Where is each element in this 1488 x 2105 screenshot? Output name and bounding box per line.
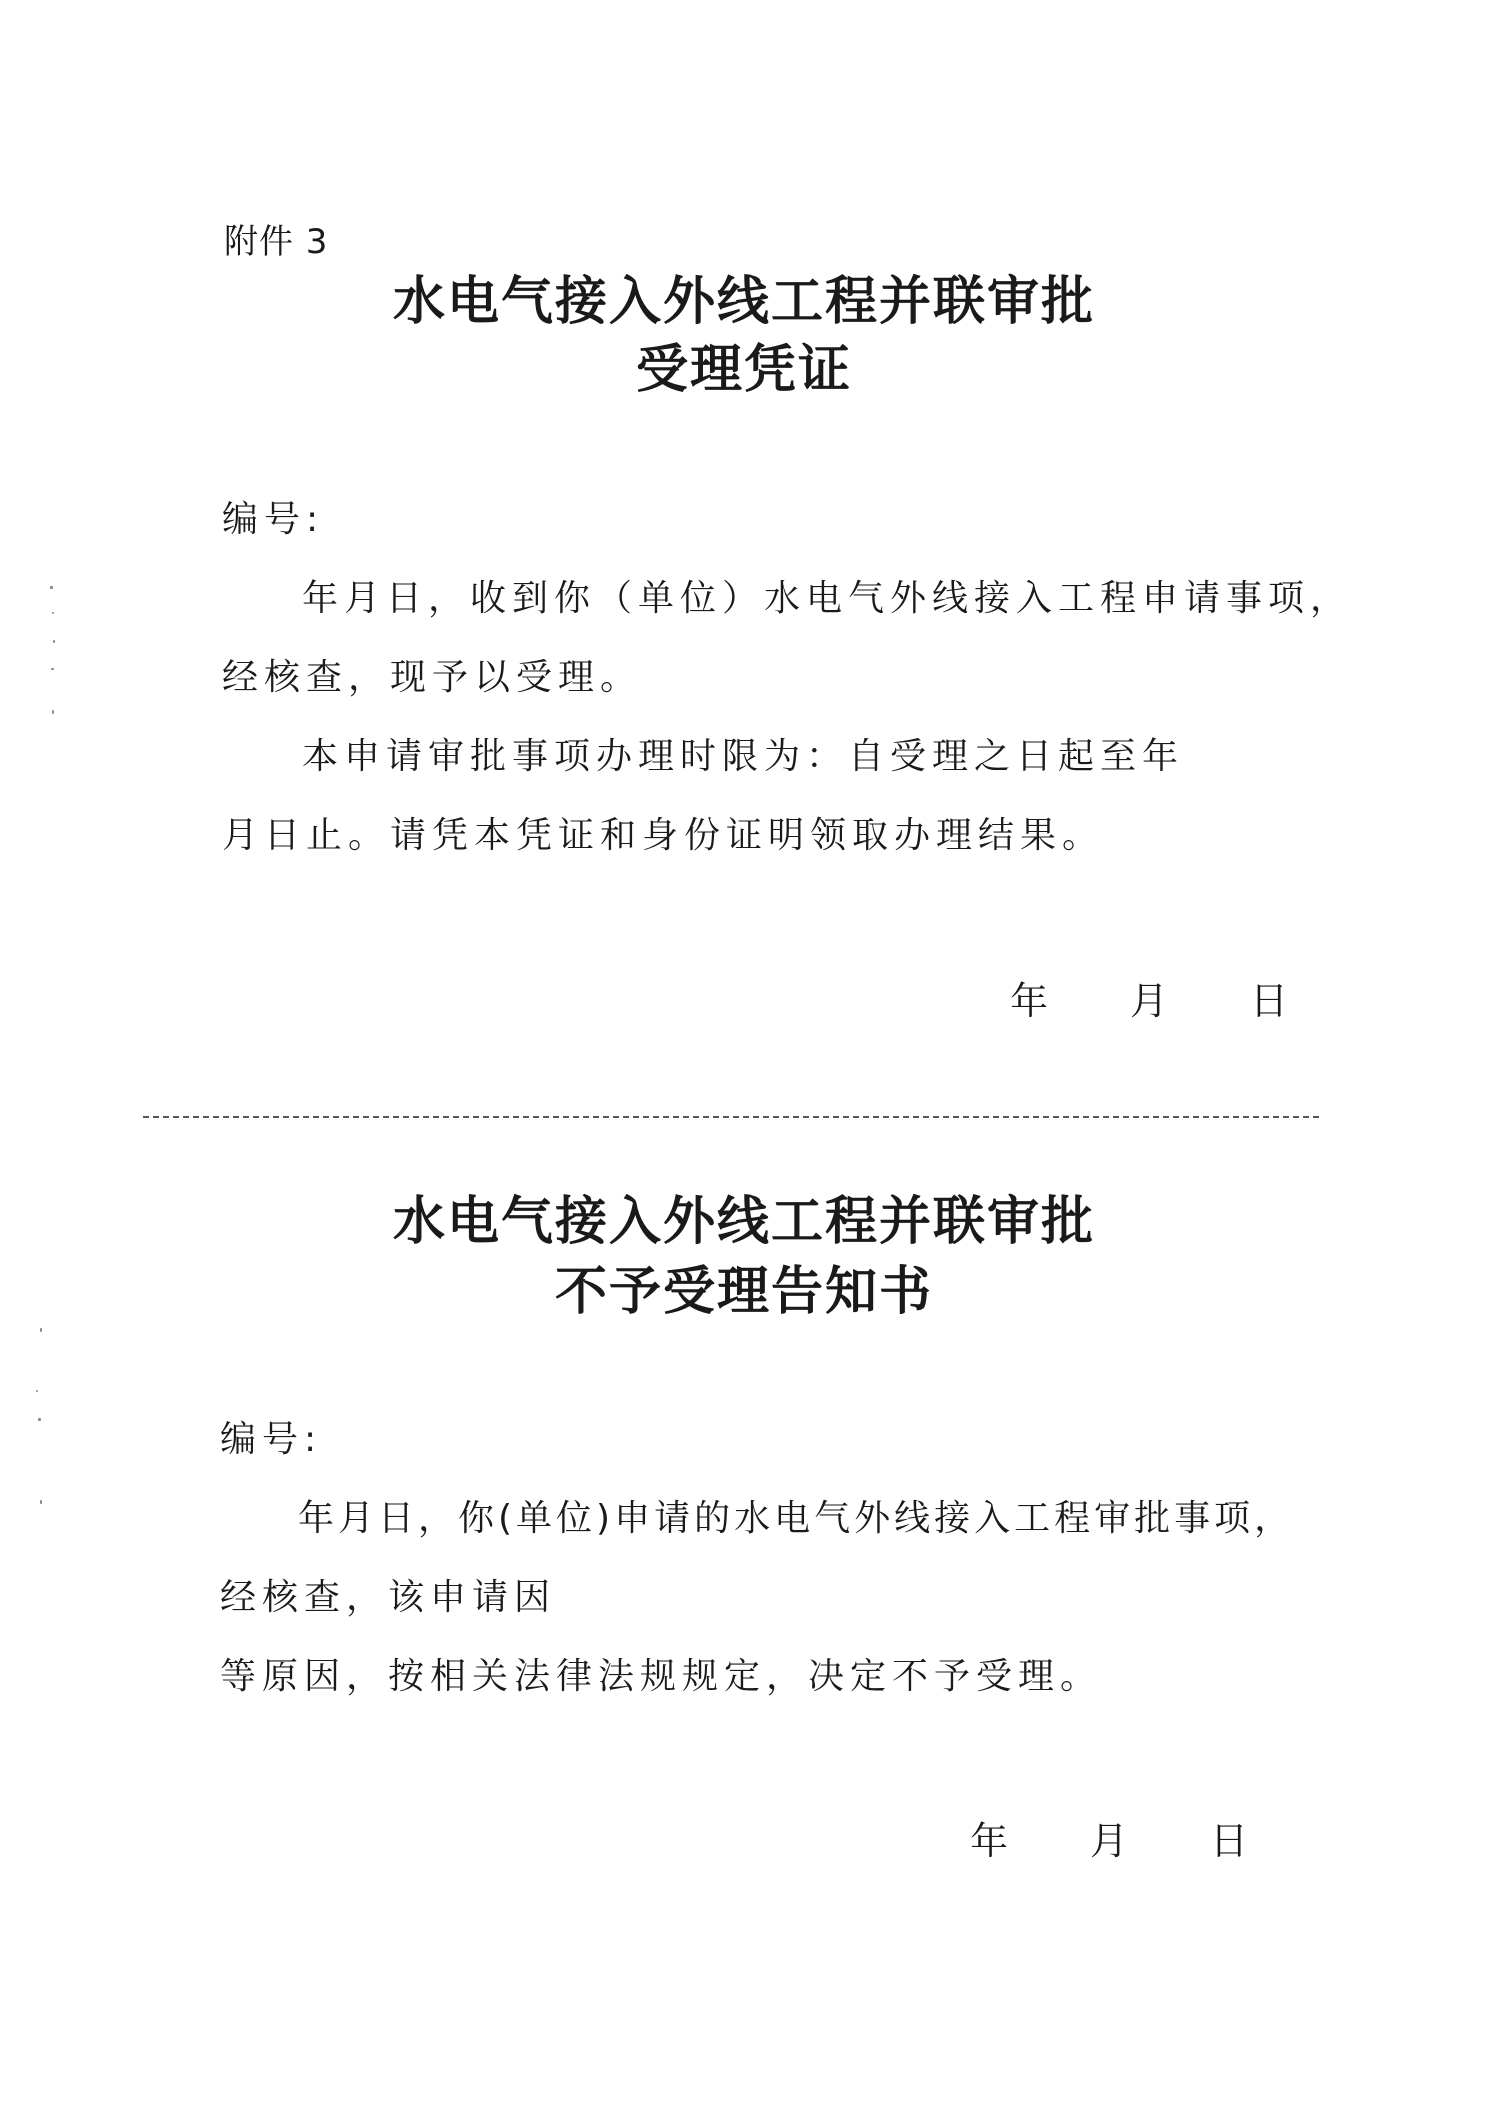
section1-date-year: 年 bbox=[1010, 979, 1049, 1023]
section2-para1-line3: 等原因，按相关法律法规规定，决定不予受理。 bbox=[220, 1656, 1103, 1697]
section2-date bbox=[970, 1810, 1330, 1865]
section2-para1-line2: 经核查，该申请因 bbox=[220, 1577, 557, 1618]
section1-title-line2: 受理凭证 bbox=[635, 339, 852, 400]
scan-speck bbox=[40, 1500, 42, 1504]
section1-number-label: 编号: bbox=[222, 499, 325, 540]
cut-line-divider bbox=[143, 1116, 1319, 1118]
section1-para2-line1: 本申请审批事项办理时限为：自受理之日起至年 bbox=[302, 736, 1185, 777]
section2-title-line2: 不予受理告知书 bbox=[554, 1261, 933, 1322]
scan-speck bbox=[51, 668, 54, 670]
section1-para1-line1: 年月日，收到你（单位）水电气外线接入工程申请事项， bbox=[302, 578, 1353, 619]
scan-speck bbox=[50, 586, 53, 589]
scan-speck bbox=[53, 640, 55, 643]
section1-title-line1: 水电气接入外线工程并联审批 bbox=[392, 271, 1095, 332]
section2-date-year: 年 bbox=[970, 1819, 1009, 1863]
section2-date-day: 日 bbox=[1210, 1819, 1249, 1863]
section1-date bbox=[1010, 970, 1370, 1025]
scan-speck bbox=[52, 710, 54, 714]
section1-para1-line2: 经核查，现予以受理。 bbox=[222, 657, 643, 698]
section1-para2-line2: 月日止。请凭本凭证和身份证明领取办理结果。 bbox=[222, 815, 1105, 856]
attachment-label: 附件 3 bbox=[224, 222, 329, 262]
scan-speck bbox=[38, 1418, 41, 1421]
section1-date-day: 日 bbox=[1250, 979, 1289, 1023]
section2-title-line1: 水电气接入外线工程并联审批 bbox=[392, 1191, 1095, 1252]
section2-date-month: 月 bbox=[1090, 1819, 1129, 1863]
section2-number-label: 编号: bbox=[220, 1419, 323, 1460]
section2-para1-line1: 年月日，你(单位)申请的水电气外线接入工程审批事项， bbox=[298, 1498, 1295, 1539]
scan-speck bbox=[52, 612, 54, 614]
scan-speck bbox=[40, 1328, 42, 1332]
scan-speck bbox=[36, 1390, 38, 1392]
section1-date-month: 月 bbox=[1130, 979, 1169, 1023]
